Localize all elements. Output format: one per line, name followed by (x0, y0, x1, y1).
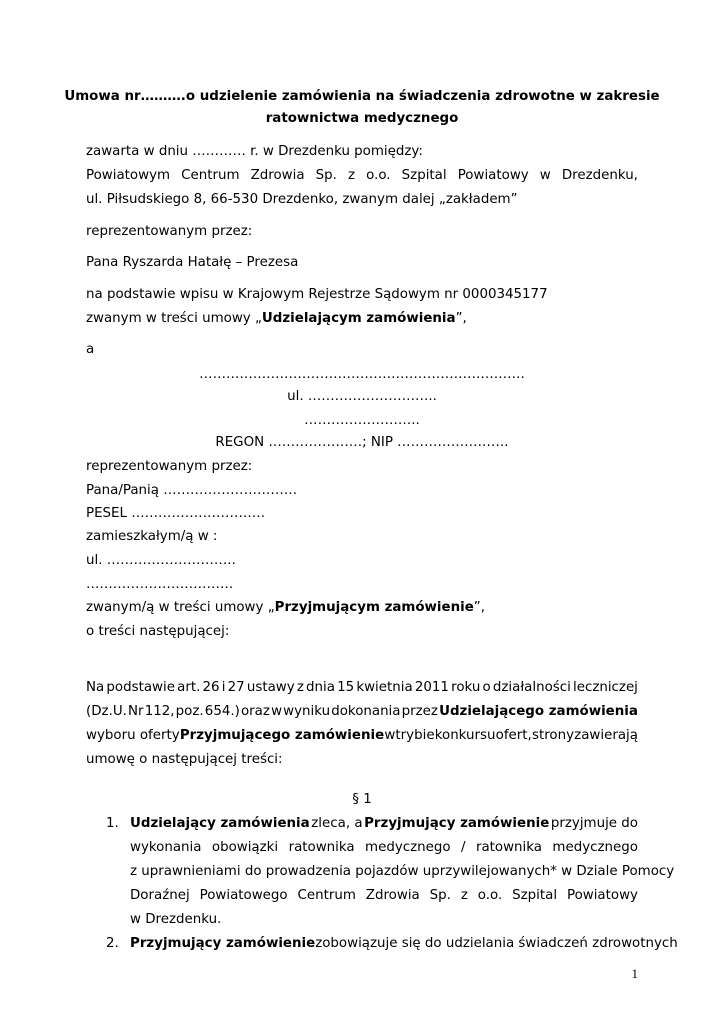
item1-line4-word: Centrum (297, 888, 356, 903)
basis2-word: wyniku (283, 704, 331, 719)
accepting-party-ref: Przyjmującego zamówienie (179, 728, 385, 743)
basis3-word: trybie (395, 728, 435, 743)
contractor-name-blank: ………………………………………………………………. (199, 367, 525, 382)
basis1-word: działalności (492, 680, 571, 695)
basis1-word: i (221, 680, 226, 695)
contractor-blank-line: …………………….. (304, 413, 420, 428)
document-title-line1: Umowa nr……….o udzielenie zamówienia na świadczenia zdrowotne w zakresie (64, 89, 660, 104)
basis1-word: podstawie (106, 680, 175, 695)
party1-word: Powiatowy (457, 168, 529, 183)
ordering-party-line: zwanym w treści umowy „Udzielającym zamówienia”, (86, 311, 467, 326)
item1-line4-word: o.o. (477, 888, 503, 903)
basis1-word: 15 (337, 680, 355, 695)
basis1-word: 27 (227, 680, 245, 695)
item1-mid: zleca, a (311, 816, 363, 831)
basis2-word: 112, (144, 704, 175, 719)
basis2-word: oraz (240, 704, 270, 719)
item1-line4-word: Szpital (512, 888, 558, 903)
regon-nip-line: REGON …………………; NIP ……………………. (215, 435, 509, 450)
krs-line: na podstawie wpisu w Krajowym Rejestrze Sądowym nr 0000345177 (86, 287, 548, 302)
basis1-word: art. (177, 680, 201, 695)
accepting-party-ref: Przyjmujący zamówienie (130, 936, 316, 951)
item-2-line-1 (130, 935, 678, 953)
basis-line-4: umowę o następującej treści: (86, 752, 283, 767)
page-number: 1 (631, 966, 638, 981)
represented-by-label: reprezentowanym przez: (86, 224, 253, 239)
item-1-line-1 (130, 815, 638, 833)
contractor-represented-label: reprezentowanym przez: (86, 459, 253, 474)
item1-line2-word: medycznego (365, 840, 451, 855)
item1-line4-word: z (460, 888, 468, 903)
mr-mrs-line: Pana/Panią ………………………… (86, 483, 298, 498)
item1-line4-word: Powiatowego (199, 888, 288, 903)
party1-word: z (348, 168, 356, 183)
basis2-word: przez (401, 704, 438, 719)
ordering-party-name: Udzielającym zamówienia (261, 311, 456, 326)
basis1-word: roku (451, 680, 481, 695)
basis1-word: ustawy (246, 680, 295, 695)
content-follows-line: o treści następującej: (86, 624, 230, 639)
party1-address: ul. Piłsudskiego 8, 66-530 Drezdenko, zwanym dalej „zakładem” (86, 192, 518, 207)
basis-line-1 (86, 679, 638, 697)
basis-line-3 (86, 727, 638, 745)
concluded-date-line: zawarta w dniu ………… r. w Drezdenku pomiędzy: (86, 144, 423, 159)
basis1-word: dnia (306, 680, 335, 695)
ordering-party-ref: Udzielającego zamówienia (439, 704, 638, 719)
basis1-word: leczniczej (573, 680, 638, 695)
section-1-heading: § 1 (352, 792, 372, 807)
conjunction-a: a (86, 342, 95, 357)
residence-street-blank: ul. ……………………….. (86, 553, 236, 568)
party1-word: Szpital (401, 168, 447, 183)
item-1-number: 1. (106, 816, 119, 831)
item1-line2-word: / (461, 840, 466, 855)
basis3-word: strony (531, 728, 575, 743)
basis3-lead: wyboru oferty (86, 728, 180, 743)
item-1-line-4 (130, 887, 638, 905)
party1-word: Drezdenku, (561, 168, 638, 183)
item1-end: przyjmuje do (550, 816, 638, 831)
party1-word: Zdrowia (250, 168, 305, 183)
residence-label: zamieszkałym/ą w : (86, 529, 218, 544)
party1-word: w (539, 168, 551, 183)
item1-line4-word: Zdrowia (365, 888, 420, 903)
residence-blank-line: …………………………… (86, 577, 234, 592)
basis3-word: w (384, 728, 396, 743)
accepting-party-line: zwanym/ą w treści umowy „Przyjmującym zamówienie”, (86, 600, 485, 615)
item1-line2-word: ratownika (475, 840, 542, 855)
ordering-party-ref: Udzielający zamówienia (130, 816, 310, 831)
basis1-word: 26 (202, 680, 220, 695)
basis-line-2 (86, 703, 638, 721)
contractor-street-blank: ul. ……………………….. (287, 389, 437, 404)
basis2-word: w (271, 704, 283, 719)
party1-word: Sp. (315, 168, 337, 183)
item1-line2-word: obowiązki (211, 840, 279, 855)
item-1-line-3: z uprawnieniami do prowadzenia pojazdów uprzywilejowanych* w Dziale Pomocy (130, 864, 675, 879)
basis3-word: konkursu (434, 728, 496, 743)
item1-line2-word: ratownika (288, 840, 355, 855)
basis1-word: o (482, 680, 491, 695)
item2-rest: zobowiązuje się do udzielania świadczeń zdrowotnych (315, 936, 678, 951)
basis2-word: 654.) (204, 704, 240, 719)
item1-line4-word: Sp. (429, 888, 451, 903)
item-1-line-2 (130, 839, 638, 857)
basis2-word: dokonania (331, 704, 401, 719)
item1-line4-word: Doraźnej (130, 888, 190, 903)
item1-line2-word: medycznego (552, 840, 638, 855)
party1-word: Centrum (181, 168, 240, 183)
party1-name-line (86, 167, 638, 185)
basis2-word: Nr (128, 704, 144, 719)
accepting-party-name: Przyjmującym zamówienie (274, 600, 474, 615)
document-title-line2: ratownictwa medycznego (265, 111, 459, 126)
basis1-word: 2011 (414, 680, 449, 695)
item-1-line-5: w Drezdenku. (130, 912, 222, 927)
basis2-word: poz. (175, 704, 204, 719)
item1-line2-word: wykonania (130, 840, 202, 855)
basis1-word: kwietnia (356, 680, 413, 695)
president-name: Pana Ryszarda Hatałę – Prezesa (86, 255, 299, 270)
basis2-word: (Dz.U. (86, 704, 127, 719)
party1-word: o.o. (366, 168, 391, 183)
pesel-line: PESEL ………………………… (86, 506, 266, 521)
basis1-word: z (296, 680, 304, 695)
item-2-number: 2. (106, 936, 119, 951)
basis3-word: ofert, (495, 728, 532, 743)
accepting-party-ref: Przyjmujący zamówienie (364, 816, 550, 831)
basis3-word: zawierają (574, 728, 638, 743)
party1-word: Powiatowym (86, 168, 171, 183)
basis1-word: Na (86, 680, 105, 695)
item1-line4-word: Powiatowy (566, 888, 638, 903)
